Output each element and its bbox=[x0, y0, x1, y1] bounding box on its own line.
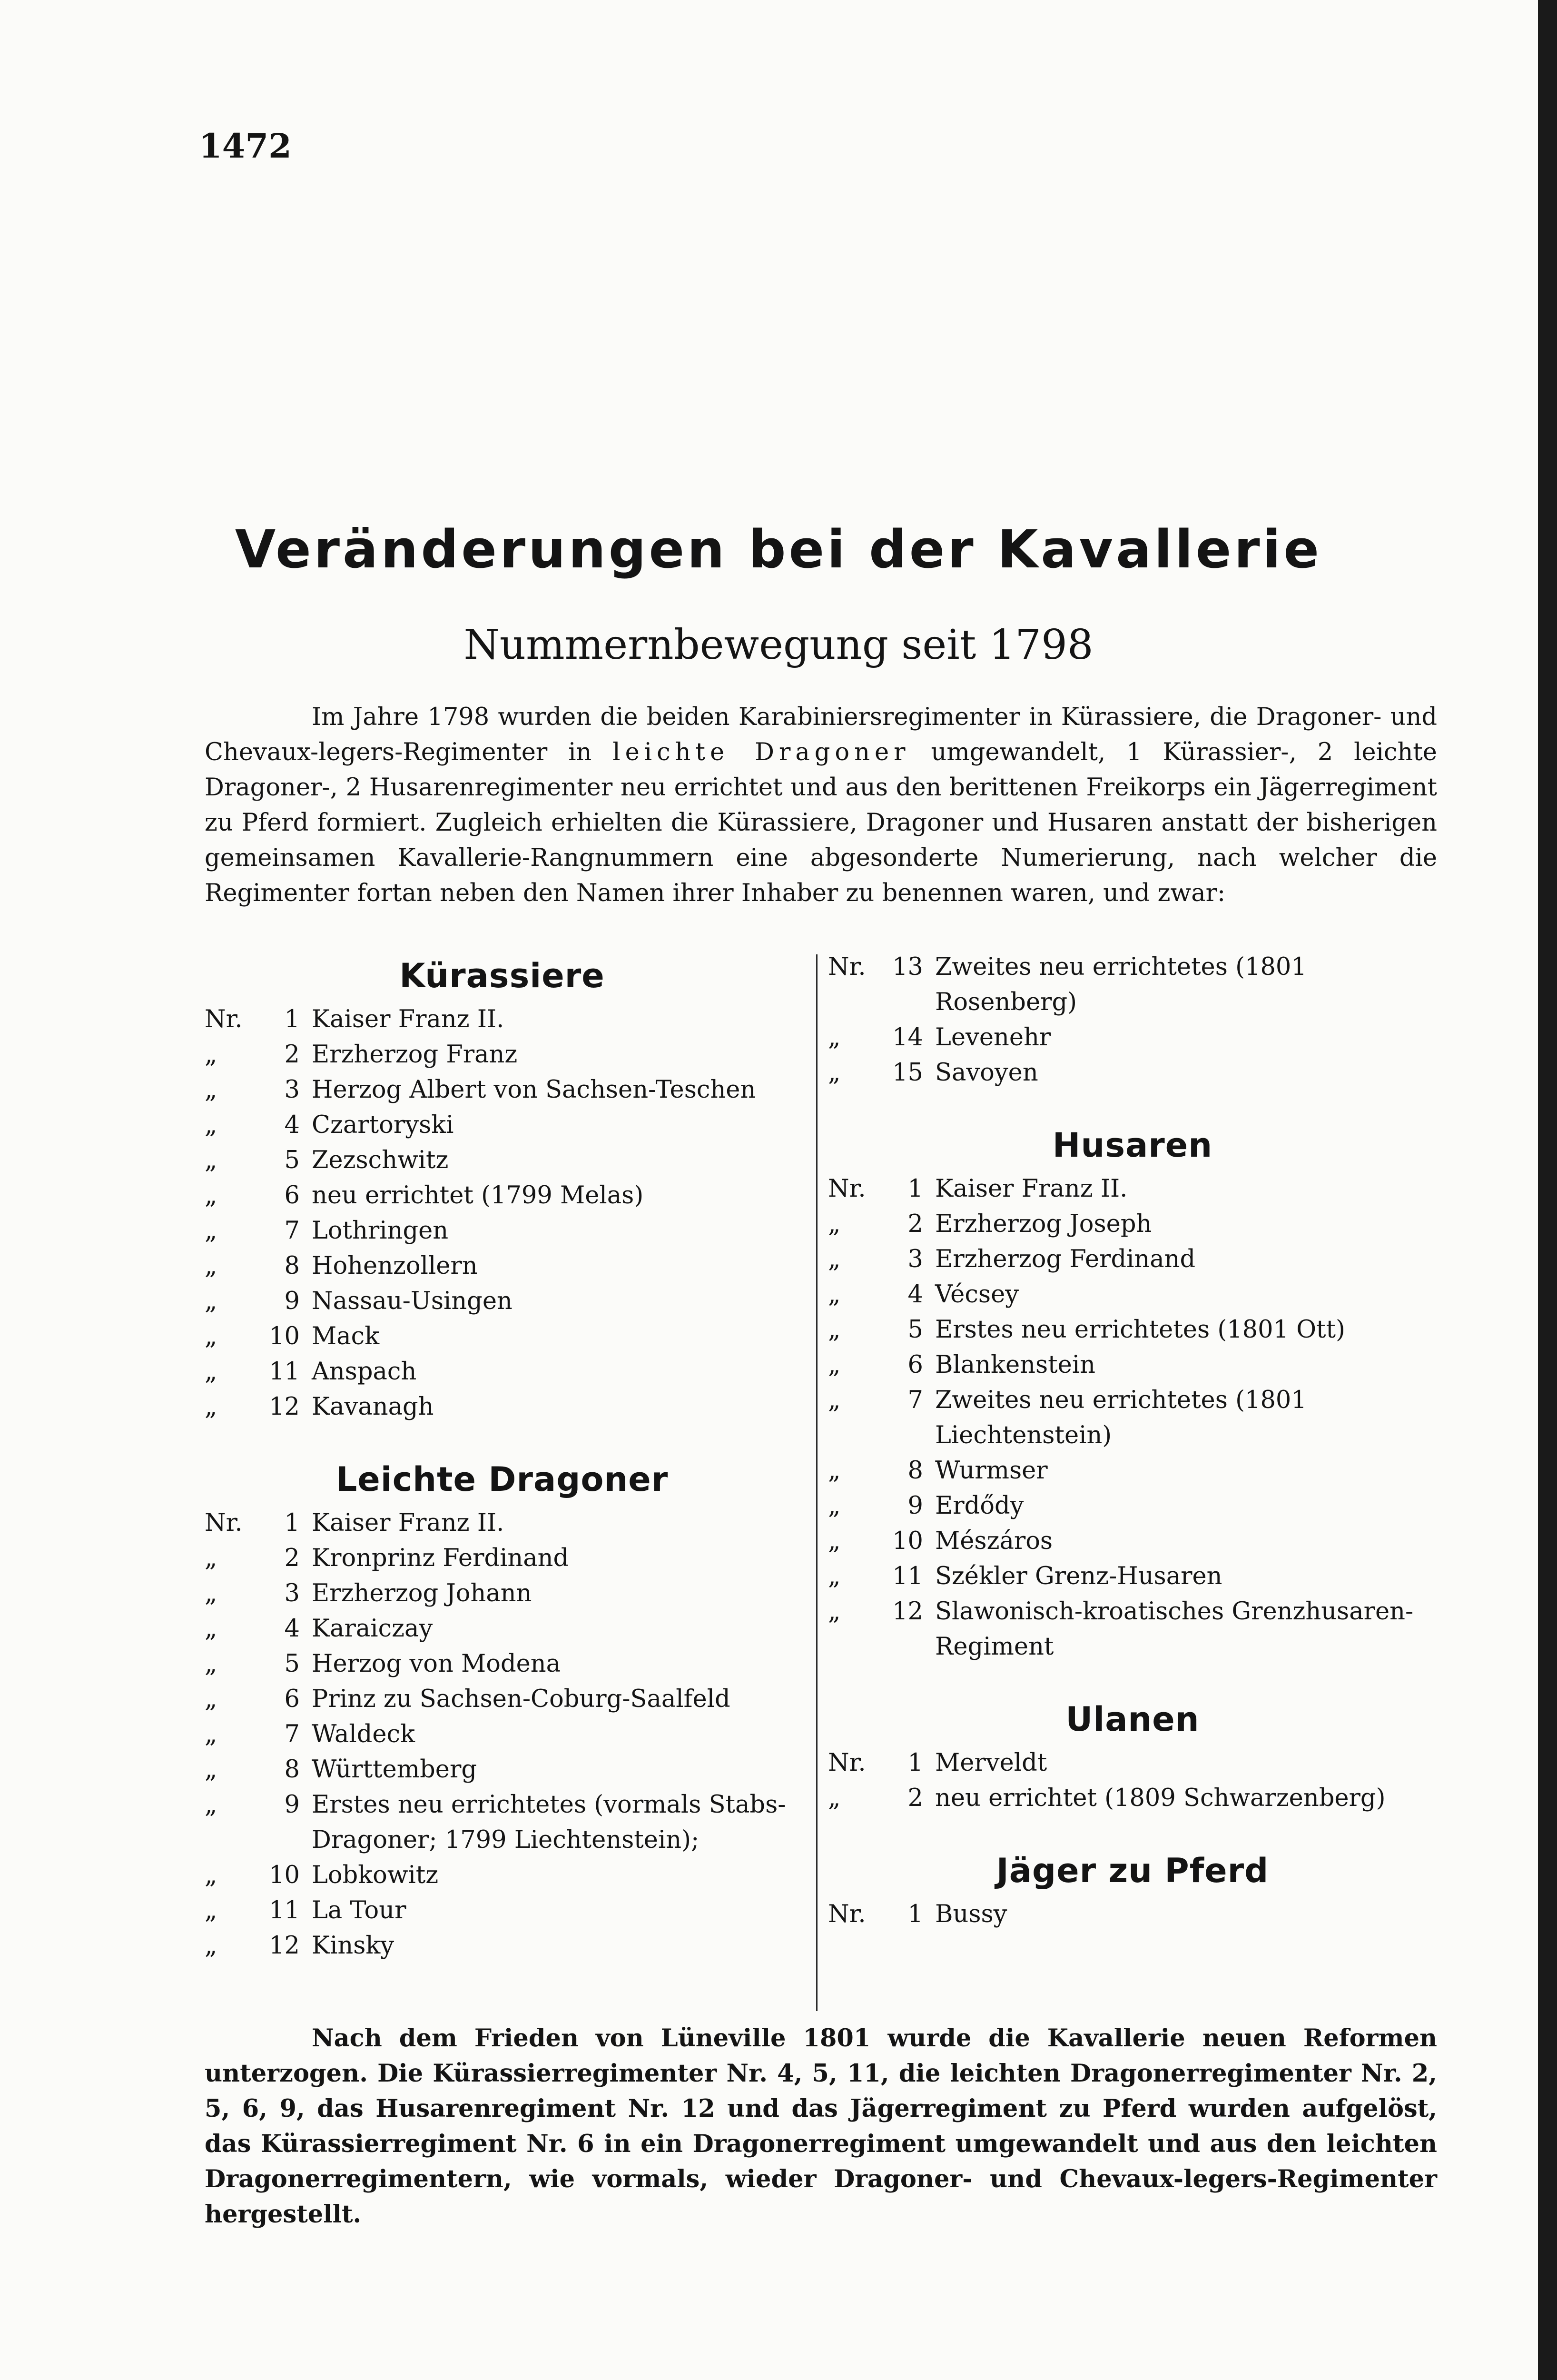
row-number: 1 bbox=[907, 1749, 923, 1777]
row-prefix: „ bbox=[205, 1615, 217, 1643]
row-prefix: Nr. bbox=[205, 1509, 243, 1537]
row-prefix: „ bbox=[205, 1685, 217, 1713]
footer-paragraph: Nach dem Frieden von Lüneville 1801 wurde die Kavallerie neuen Reformen unterzogen. Die Kürassierregimenter Nr. 4, 5, 11, die leichten Dragonerregimenter Nr. 2, 5, 6, 9, das Husarenregiment Nr. 12 und das Jägerregiment zu Pferd wurden aufgelöst, das Kürassierregiment Nr. 6 in ein Dragonerregiment umgewandelt und aus den leichten Dragonerregimentern, wie vormals, wieder Dragoner- und Chevaux-legers-Regimenter hergestellt. bbox=[205, 2024, 1437, 2229]
row-regiment-name: Kaiser Franz II. bbox=[935, 1175, 1128, 1203]
regiment-row bbox=[205, 1389, 799, 1425]
regiment-row bbox=[828, 1171, 1437, 1207]
regiment-row bbox=[205, 1284, 799, 1319]
row-prefix: „ bbox=[205, 1041, 217, 1069]
row-regiment-name: neu errichtet (1799 Melas) bbox=[312, 1181, 644, 1210]
row-number: 6 bbox=[284, 1181, 300, 1210]
row-prefix: „ bbox=[828, 1386, 841, 1414]
row-number: 10 bbox=[892, 1527, 923, 1555]
regiment-row bbox=[205, 1108, 799, 1143]
row-regiment-name: Mack bbox=[312, 1322, 380, 1350]
row-prefix: „ bbox=[205, 1791, 217, 1819]
row-prefix: „ bbox=[205, 1146, 217, 1174]
row-regiment-name: Erzherzog Ferdinand bbox=[935, 1245, 1196, 1273]
column-divider bbox=[816, 954, 818, 2011]
row-regiment-name: Czartoryski bbox=[312, 1111, 454, 1139]
row-number: 5 bbox=[284, 1650, 300, 1678]
regiment-row bbox=[828, 1897, 1437, 1932]
row-prefix: „ bbox=[828, 1457, 841, 1485]
row-prefix: „ bbox=[828, 1280, 841, 1309]
row-prefix: „ bbox=[205, 1755, 217, 1784]
row-regiment-name: Erstes neu errichtetes (vormals Stabs-Dragoner; 1799 Liechtenstein); bbox=[312, 1791, 786, 1854]
row-prefix: „ bbox=[205, 1111, 217, 1139]
list-leichte-dragoner bbox=[205, 1506, 799, 1964]
regiment-row bbox=[205, 1717, 799, 1752]
regiment-row bbox=[205, 1037, 799, 1072]
row-regiment-name: Kaiser Franz II. bbox=[312, 1509, 504, 1537]
row-prefix: Nr. bbox=[828, 1175, 866, 1203]
row-number: 8 bbox=[284, 1755, 300, 1784]
regiment-row bbox=[828, 1020, 1437, 1055]
regiment-row bbox=[828, 1524, 1437, 1559]
regiment-row bbox=[828, 950, 1437, 1020]
left-column bbox=[205, 950, 799, 1964]
regiment-row bbox=[828, 1745, 1437, 1781]
row-prefix: „ bbox=[828, 1351, 841, 1379]
regiment-row bbox=[828, 1055, 1437, 1091]
row-prefix: „ bbox=[828, 1023, 841, 1051]
row-prefix: Nr. bbox=[828, 1900, 866, 1928]
row-number: 3 bbox=[284, 1579, 300, 1607]
row-regiment-name: Slawonisch-kroatisches Grenzhusaren-Regiment bbox=[935, 1597, 1414, 1661]
row-number: 2 bbox=[907, 1784, 923, 1812]
row-prefix: „ bbox=[828, 1527, 841, 1555]
row-prefix: Nr. bbox=[205, 1005, 243, 1033]
row-number: 1 bbox=[284, 1005, 300, 1033]
row-prefix: „ bbox=[205, 1181, 217, 1210]
row-number: 9 bbox=[907, 1492, 923, 1520]
row-number: 5 bbox=[907, 1316, 923, 1344]
row-number: 8 bbox=[907, 1457, 923, 1485]
regiment-row bbox=[205, 1213, 799, 1249]
regiment-row bbox=[205, 1002, 799, 1037]
row-regiment-name: Erzherzog Franz bbox=[312, 1041, 518, 1069]
row-prefix: „ bbox=[205, 1358, 217, 1386]
regiment-row bbox=[828, 1348, 1437, 1383]
row-number: 6 bbox=[284, 1685, 300, 1713]
row-regiment-name: Württemberg bbox=[312, 1755, 477, 1784]
row-number: 10 bbox=[269, 1861, 300, 1889]
regiment-row bbox=[828, 1312, 1437, 1348]
row-prefix: „ bbox=[828, 1597, 841, 1626]
intro-paragraph bbox=[205, 700, 1437, 911]
regiment-row bbox=[205, 1319, 799, 1354]
regiment-row bbox=[205, 1178, 799, 1213]
row-regiment-name: Blankenstein bbox=[935, 1351, 1095, 1379]
row-regiment-name: Erzherzog Johann bbox=[312, 1579, 532, 1607]
regiment-row bbox=[828, 1453, 1437, 1488]
row-number: 4 bbox=[907, 1280, 923, 1309]
regiment-row bbox=[205, 1506, 799, 1541]
row-number: 11 bbox=[269, 1896, 300, 1924]
row-regiment-name: La Tour bbox=[312, 1896, 406, 1924]
row-regiment-name: Levenehr bbox=[935, 1023, 1051, 1051]
row-prefix: „ bbox=[828, 1210, 841, 1238]
regiment-row bbox=[205, 1576, 799, 1611]
row-regiment-name: Kronprinz Ferdinand bbox=[312, 1544, 569, 1572]
row-number: 6 bbox=[907, 1351, 923, 1379]
heading-kuerassiere: Kürassiere bbox=[399, 956, 605, 995]
row-number: 12 bbox=[892, 1597, 923, 1626]
row-regiment-name: Nassau-Usingen bbox=[312, 1287, 512, 1315]
row-number: 1 bbox=[284, 1509, 300, 1537]
row-number: 3 bbox=[907, 1245, 923, 1273]
row-prefix: „ bbox=[205, 1579, 217, 1607]
intro-emphasis: leichte Dragoner bbox=[612, 738, 910, 766]
page-number: 1472 bbox=[199, 126, 292, 166]
row-number: 9 bbox=[284, 1287, 300, 1315]
heading-leichte-dragoner: Leichte Dragoner bbox=[335, 1460, 669, 1499]
row-prefix: „ bbox=[205, 1650, 217, 1678]
list-husaren bbox=[828, 1171, 1437, 1665]
regiment-row bbox=[828, 1781, 1437, 1816]
heading-jaeger-zu-pferd: Jäger zu Pferd bbox=[996, 1851, 1269, 1890]
row-number: 8 bbox=[284, 1252, 300, 1280]
row-prefix: „ bbox=[205, 1287, 217, 1315]
regiment-row bbox=[205, 1858, 799, 1893]
row-number: 2 bbox=[907, 1210, 923, 1238]
row-regiment-name: Mészáros bbox=[935, 1527, 1053, 1555]
row-number: 12 bbox=[269, 1932, 300, 1960]
row-regiment-name: Zezschwitz bbox=[312, 1146, 449, 1174]
row-number: 4 bbox=[284, 1111, 300, 1139]
row-number: 12 bbox=[269, 1393, 300, 1421]
row-regiment-name: Zweites neu errichtetes (1801 Liechtenstein) bbox=[935, 1386, 1307, 1449]
regiment-row bbox=[205, 1682, 799, 1717]
row-number: 7 bbox=[284, 1720, 300, 1748]
regiment-row bbox=[205, 1752, 799, 1787]
regiment-row bbox=[828, 1488, 1437, 1524]
heading-ulanen: Ulanen bbox=[1065, 1700, 1200, 1739]
regiment-row bbox=[828, 1383, 1437, 1453]
regiment-row bbox=[828, 1277, 1437, 1312]
page-title: Veränderungen bei der Kavallerie bbox=[235, 519, 1322, 580]
row-number: 1 bbox=[907, 1175, 923, 1203]
row-regiment-name: Lobkowitz bbox=[312, 1861, 439, 1889]
row-number: 13 bbox=[892, 953, 923, 981]
row-prefix: „ bbox=[828, 1316, 841, 1344]
row-regiment-name: Merveldt bbox=[935, 1749, 1047, 1777]
row-prefix: „ bbox=[205, 1932, 217, 1960]
row-prefix: „ bbox=[205, 1720, 217, 1748]
row-regiment-name: Zweites neu errichtetes (1801 Rosenberg) bbox=[935, 953, 1307, 1016]
row-number: 7 bbox=[907, 1386, 923, 1414]
row-regiment-name: Herzog Albert von Sachsen-Teschen bbox=[312, 1076, 756, 1104]
regiment-row bbox=[205, 1143, 799, 1178]
row-regiment-name: Savoyen bbox=[935, 1059, 1038, 1087]
row-prefix: „ bbox=[828, 1245, 841, 1273]
right-column bbox=[828, 950, 1437, 1932]
row-regiment-name: Kavanagh bbox=[312, 1393, 434, 1421]
row-regiment-name: Hohenzollern bbox=[312, 1252, 478, 1280]
row-prefix: „ bbox=[205, 1544, 217, 1572]
row-prefix: „ bbox=[205, 1217, 217, 1245]
regiment-row bbox=[828, 1242, 1437, 1277]
row-number: 7 bbox=[284, 1217, 300, 1245]
regiment-row bbox=[205, 1646, 799, 1682]
row-prefix: „ bbox=[205, 1393, 217, 1421]
row-number: 3 bbox=[284, 1076, 300, 1104]
row-number: 14 bbox=[892, 1023, 923, 1051]
regiment-row bbox=[205, 1611, 799, 1646]
list-kuerassiere bbox=[205, 1002, 799, 1425]
row-regiment-name: Kinsky bbox=[312, 1932, 394, 1960]
regiment-row bbox=[205, 1354, 799, 1389]
row-number: 5 bbox=[284, 1146, 300, 1174]
regiment-row bbox=[205, 1072, 799, 1108]
row-prefix: Nr. bbox=[828, 1749, 866, 1777]
row-number: 11 bbox=[892, 1562, 923, 1590]
row-prefix: „ bbox=[205, 1076, 217, 1104]
row-number: 2 bbox=[284, 1041, 300, 1069]
page-subtitle: Nummernbewegung seit 1798 bbox=[463, 621, 1094, 669]
row-regiment-name: Lothringen bbox=[312, 1217, 449, 1245]
regiment-row bbox=[205, 1893, 799, 1928]
scan-edge-right bbox=[1538, 0, 1557, 2380]
list-dragoner-continued bbox=[828, 950, 1437, 1091]
row-regiment-name: Prinz zu Sachsen-Coburg-Saalfeld bbox=[312, 1685, 730, 1713]
row-number: 9 bbox=[284, 1791, 300, 1819]
list-jaeger-zu-pferd bbox=[828, 1897, 1437, 1932]
row-regiment-name: Waldeck bbox=[312, 1720, 415, 1748]
row-prefix: „ bbox=[828, 1562, 841, 1590]
row-prefix: Nr. bbox=[828, 953, 866, 981]
row-regiment-name: Erdődy bbox=[935, 1492, 1024, 1520]
row-number: 11 bbox=[269, 1358, 300, 1386]
row-number: 4 bbox=[284, 1615, 300, 1643]
row-regiment-name: Anspach bbox=[312, 1358, 417, 1386]
regiment-row bbox=[828, 1207, 1437, 1242]
row-regiment-name: Karaiczay bbox=[312, 1615, 433, 1643]
intro-part1: Im Jahre 1798 wurden die beiden Karabiniersregimenter in Kürassiere, die Dragoner- und Chevaux-legers-Regimenter in bbox=[205, 703, 1437, 766]
row-prefix: „ bbox=[828, 1784, 841, 1812]
row-regiment-name: Székler Grenz-Husaren bbox=[935, 1562, 1222, 1590]
regiment-row bbox=[828, 1594, 1437, 1665]
row-number: 1 bbox=[907, 1900, 923, 1928]
row-regiment-name: Vécsey bbox=[935, 1280, 1019, 1309]
row-prefix: „ bbox=[205, 1861, 217, 1889]
row-regiment-name: Erstes neu errichtetes (1801 Ott) bbox=[935, 1316, 1345, 1344]
row-regiment-name: neu errichtet (1809 Schwarzenberg) bbox=[935, 1784, 1386, 1812]
regiment-row bbox=[828, 1559, 1437, 1594]
row-number: 2 bbox=[284, 1544, 300, 1572]
row-regiment-name: Kaiser Franz II. bbox=[312, 1005, 504, 1033]
row-prefix: „ bbox=[828, 1059, 841, 1087]
row-regiment-name: Bussy bbox=[935, 1900, 1007, 1928]
row-number: 15 bbox=[892, 1059, 923, 1087]
regiment-row bbox=[205, 1928, 799, 1964]
row-prefix: „ bbox=[828, 1492, 841, 1520]
heading-husaren: Husaren bbox=[1052, 1126, 1213, 1165]
row-regiment-name: Wurmser bbox=[935, 1457, 1048, 1485]
regiment-row bbox=[205, 1787, 799, 1858]
row-prefix: „ bbox=[205, 1252, 217, 1280]
row-number: 10 bbox=[269, 1322, 300, 1350]
row-prefix: „ bbox=[205, 1896, 217, 1924]
regiment-row bbox=[205, 1249, 799, 1284]
list-ulanen bbox=[828, 1745, 1437, 1816]
row-regiment-name: Erzherzog Joseph bbox=[935, 1210, 1152, 1238]
regiment-row bbox=[205, 1541, 799, 1576]
row-regiment-name: Herzog von Modena bbox=[312, 1650, 561, 1678]
intro-part2: umgewandelt, 1 Kürassier-, 2 leichte Dragoner-, 2 Husarenregimenter neu errichtet und aus den berittenen Freikorps ein Jägerregiment zu Pferd formiert. Zugleich erhielten die Kürassiere, Dragoner und Husaren anstatt der bisherigen gemeinsamen Kavallerie-Rangnummern eine abgesonderte Numerierung, nach welcher die Regimenter fortan neben den Namen ihrer Inhaber zu benennen waren, und zwar: bbox=[205, 738, 1437, 907]
row-prefix: „ bbox=[205, 1322, 217, 1350]
